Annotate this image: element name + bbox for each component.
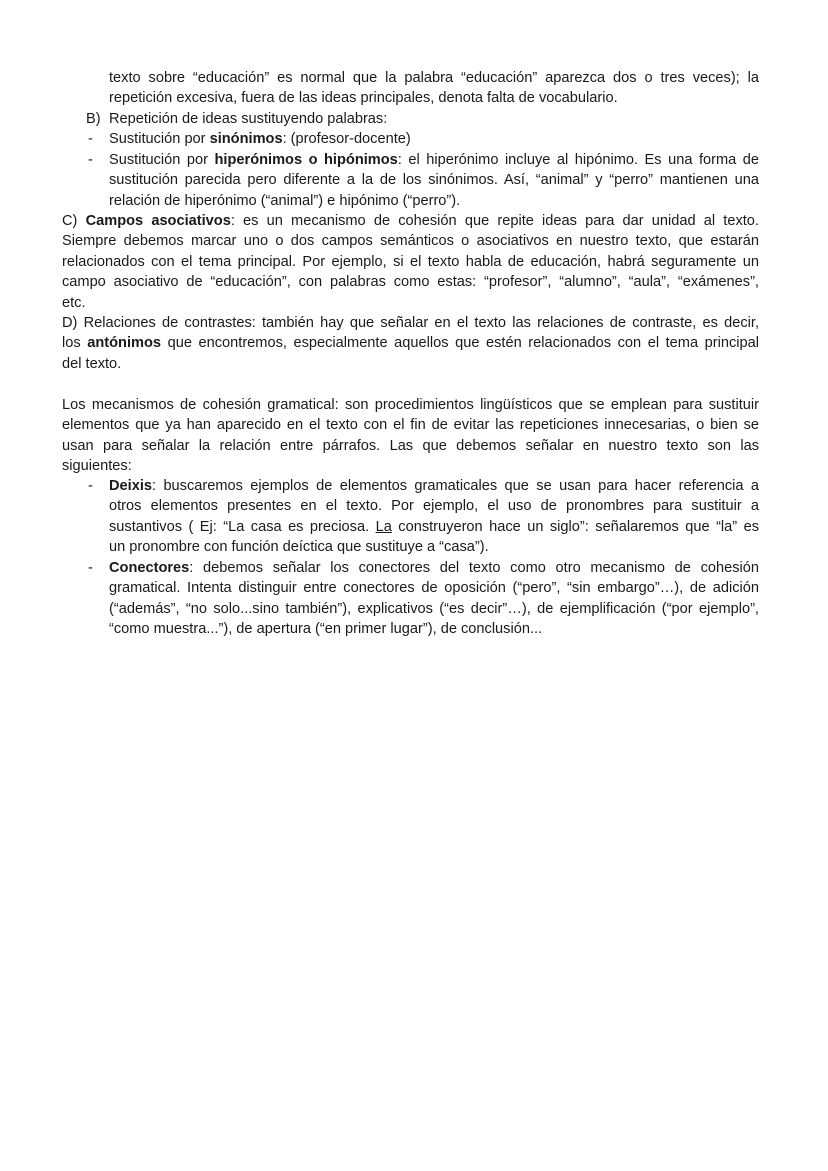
paragraph-line: Siempre debemos marcar uno o dos campos semánticos o asociativos en nuestro texto, que estarán — [62, 233, 759, 250]
list-item-hyperonyms: Sustitución por hiperónimos o hipónimos: el hiperónimo incluye al hipónimo. Es una forma de sustitución parecida pero diferente a la de los sinónimos. Así, “animal” y “perro” mantienen una relación de hiperónimo (“animal”) e hipónimo (“perro”). — [109, 150, 759, 211]
list-marker-b: B) — [86, 111, 101, 127]
paragraph-line: usan para señalar la relación entre párrafos. Las que debemos señalar en nuestro texto son las — [62, 437, 759, 454]
term-sinonimos: sinónimos — [209, 131, 283, 147]
paragraph-line: del texto. — [62, 355, 122, 372]
paragraph-line: otros elementos presentes en el texto. Por ejemplo, el uso de pronombres para sustituir a — [109, 498, 759, 515]
paragraph-line: elementos que ya han aparecido en el texto con el fin de evitar las repeticiones innecesarias, o bien se — [62, 417, 759, 434]
term-campos-asociativos: Campos asociativos — [85, 213, 231, 229]
list-bullet: - — [88, 478, 93, 494]
paragraph-line: gramatical. Intenta distinguir entre conectores de oposición (“pero”, “sin embargo”…), de adición — [109, 580, 759, 597]
grammatical-cohesion-paragraph — [62, 395, 759, 477]
paragraph-line: (“además”, “no solo...sino también”), explicativos (“es decir”…), de ejemplificación (“por ejemplo”, — [109, 600, 759, 617]
paragraph-line: texto sobre “educación” es normal que la palabra “educación” aparezca dos o tres veces); la — [109, 70, 759, 86]
list-bullet: - — [88, 131, 93, 147]
continuation-paragraph — [109, 68, 759, 109]
list-item-synonyms: Sustitución por sinónimos: (profesor-docente) — [109, 131, 411, 147]
term-conectores: Conectores — [109, 560, 190, 576]
list-bullet: - — [88, 560, 93, 576]
paragraph-line: campo asociativo de “educación”, con palabras como estas: “profesor”, “alumno”, “aula”, “exámenes”, — [62, 274, 759, 291]
term-hiperonimos: hiperónimos o hipónimos — [214, 152, 398, 168]
paragraph-line: relacionados con el tema principal. Por ejemplo, si el texto habla de educación, habrá seguramente un — [62, 253, 759, 270]
list-bullet: - — [88, 152, 93, 168]
paragraph-line: relación de hiperónimo (“animal”) e hipónimo (“perro”). — [109, 192, 461, 209]
paragraph-line: “como muestra...”), de apertura (“en primer lugar”), de conclusión... — [109, 621, 543, 638]
term-antonimos: antónimos — [87, 335, 162, 352]
paragraph-line: sustitución parecida pero diferente a la de los sinónimos. Así, “animal” y “perro” mantienen una — [109, 172, 759, 189]
paragraph-line: un pronombre con función deíctica que sustituye a “casa”). — [109, 539, 489, 556]
paragraph-line: repetición excesiva, fuera de las ideas principales, denota falta de vocabulario. — [109, 90, 618, 107]
paragraph-line: D) Relaciones de contrastes: también hay que señalar en el texto las relaciones de contraste, es decir, — [62, 315, 759, 331]
section-d-paragraph: D) Relaciones de contrastes: también hay que señalar en el texto las relaciones de contraste, es decir, los antónimos que encontremos, especialmente aquellos que estén relacionados con el tema principal del texto. — [62, 313, 759, 374]
underlined-word: La — [375, 518, 392, 535]
section-c-paragraph: C) Campos asociativos: es un mecanismo de cohesión que repite ideas para dar unidad al texto. Siempre debemos marcar uno o dos campos semánticos o asociativos en nuestro texto, que estarán relacionados con el tema principal. Por ejemplo, si el texto habla de educación, habrá seguramente un campo asociativo de “educación”, con palabras como estas: “profesor”, “alumno”, “aula”, “exámenes”, etc. — [62, 211, 759, 313]
section-b-heading: Repetición de ideas sustituyendo palabras: — [109, 111, 388, 127]
list-item-conectores: Conectores: debemos señalar los conectores del texto como otro mecanismo de cohesión gramatical. Intenta distinguir entre conectores de oposición (“pero”, “sin embargo”…), de adición (“además”, “no solo...sino también”), explicativos (“es decir”…), de ejemplificación (“por ejemplo”, “como muestra...”), de apertura (“en primer lugar”), de conclusión... — [109, 558, 759, 640]
paragraph-line: siguientes: — [62, 458, 132, 475]
paragraph-line: Los mecanismos de cohesión gramatical: son procedimientos lingüísticos que se emplean para sustituir — [62, 397, 759, 413]
list-item-deixis: Deixis: buscaremos ejemplos de elementos gramaticales que se usan para hacer referencia a otros elementos presentes en el texto. Por ejemplo, el uso de pronombres para sustituir a sustantivos ( Ej: “La casa es preciosa. La construyeron hace un siglo”: señalaremos que “la” es un pronombre con función deíctica que sustituye a “casa”). — [109, 476, 759, 558]
paragraph-line: etc. — [62, 294, 86, 311]
term-deixis: Deixis — [109, 478, 152, 494]
